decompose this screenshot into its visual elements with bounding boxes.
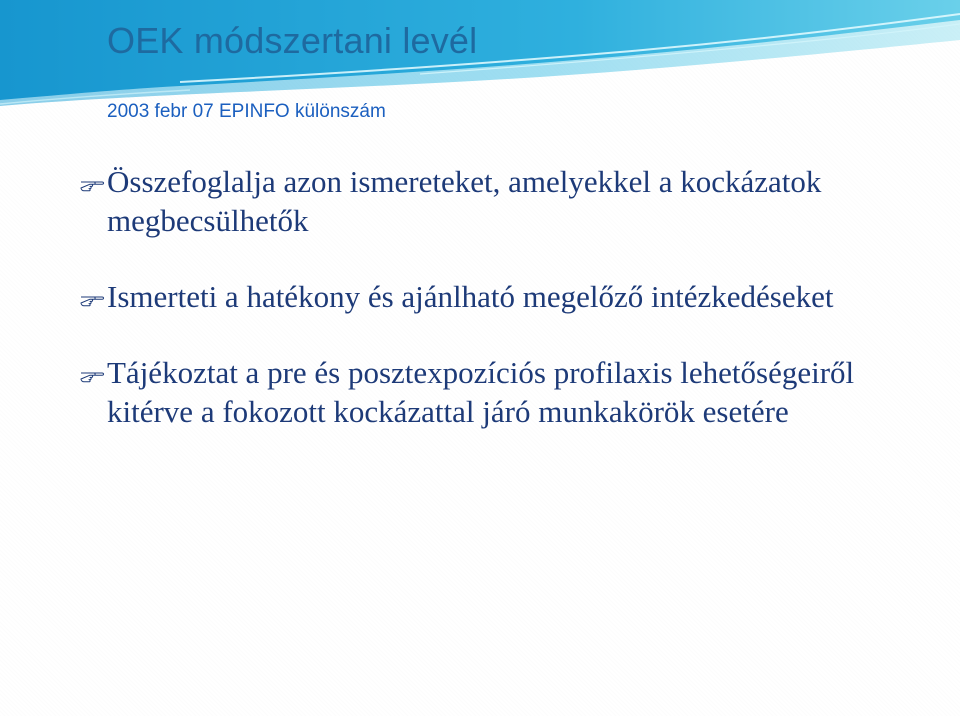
bullet-text: Tájékoztat a pre és posztexpozíciós profilaxis lehetőségeiről kitérve a fokozott kockázattal járó munkakörök esetére	[107, 355, 855, 429]
bullet-text: Összefoglalja azon ismereteket, amelyekkel a kockázatok megbecsülhetők	[107, 164, 822, 238]
bullet-text: Ismerteti a hatékony és ajánlható megelőző intézkedéseket	[107, 279, 834, 314]
bullet-item	[80, 162, 940, 240]
slide-title: OEK módszertani levél	[107, 20, 478, 61]
bullet-item	[80, 277, 940, 316]
pointing-hand-icon	[80, 291, 106, 309]
pointing-hand-icon	[80, 367, 106, 385]
pointing-hand-icon	[80, 176, 106, 194]
bullet-list	[80, 162, 940, 468]
slide-subtitle: 2003 febr 07 EPINFO különszám	[107, 101, 386, 122]
bullet-item	[80, 353, 940, 431]
